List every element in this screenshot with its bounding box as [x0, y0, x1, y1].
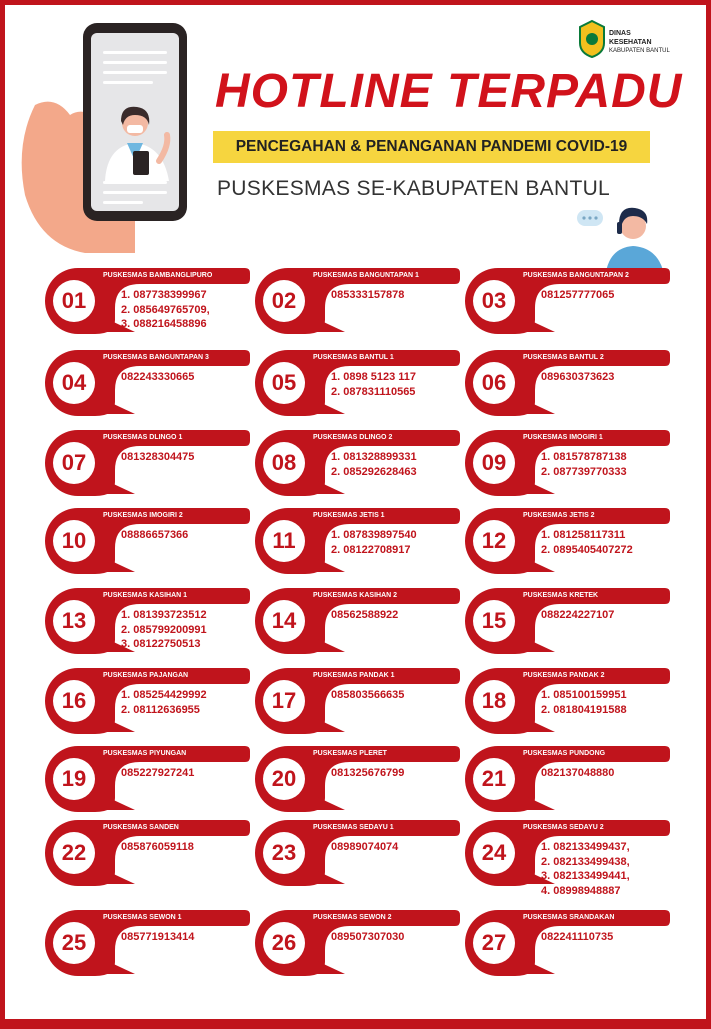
puskesmas-name: PUSKESMAS DLINGO 2: [313, 434, 393, 441]
phone-list: [541, 370, 614, 385]
phone-list: [121, 288, 210, 332]
phone-number[interactable]: 1. 087738399967: [121, 289, 207, 301]
card-number: 23: [263, 832, 305, 874]
phone-list: [541, 840, 630, 898]
card-number: 20: [263, 758, 305, 800]
card-number: 17: [263, 680, 305, 722]
phone-number[interactable]: 3. 088216458896: [121, 318, 207, 330]
puskesmas-name: PUSKESMAS IMOGIRI 1: [523, 434, 603, 441]
card-number: 09: [473, 442, 515, 484]
phone-number[interactable]: 08886657366: [121, 529, 189, 541]
phone-number[interactable]: 08989074074: [331, 841, 399, 853]
phone-list: [121, 608, 207, 652]
hotline-card: [465, 668, 670, 734]
hotline-card: [255, 588, 460, 654]
puskesmas-name: PUSKESMAS BANTUL 2: [523, 354, 604, 361]
phone-number[interactable]: 082137048880: [541, 767, 615, 779]
phone-number[interactable]: 2. 085292628463: [331, 465, 417, 478]
card-number: 12: [473, 520, 515, 562]
hotline-card: [255, 350, 460, 416]
phone-number[interactable]: 085333157878: [331, 289, 405, 301]
puskesmas-name: PUSKESMAS BAMBANGLIPURO: [103, 272, 213, 279]
phone-number[interactable]: 085771913414: [121, 931, 195, 943]
phone-number[interactable]: 2. 08112636955: [121, 703, 200, 716]
hotline-card: [465, 588, 670, 654]
puskesmas-name: PUSKESMAS SEWON 1: [103, 914, 182, 921]
doctor-icon: [97, 91, 177, 181]
card-number: 15: [473, 600, 515, 642]
hotline-card: [465, 508, 670, 574]
phone-number[interactable]: 2. 085799200991: [121, 623, 207, 636]
card-number: 07: [53, 442, 95, 484]
phone-number[interactable]: 2. 081804191588: [541, 703, 627, 716]
hotline-card: [45, 508, 250, 574]
puskesmas-name: PUSKESMAS JETIS 1: [313, 512, 385, 519]
dinas-kesehatan-logo: [577, 19, 671, 59]
phone-number[interactable]: 1. 081578787138: [541, 451, 627, 463]
hotline-card: [465, 910, 670, 976]
hotline-card: [465, 350, 670, 416]
card-number: 26: [263, 922, 305, 964]
phone-number[interactable]: 2. 0895405407272: [541, 543, 633, 556]
logo-emblem-icon: [577, 19, 607, 59]
phone-list: [331, 528, 417, 557]
card-number: 11: [263, 520, 305, 562]
phone-number[interactable]: 081328304475: [121, 451, 195, 463]
hotline-card: [45, 350, 250, 416]
hotline-card: [255, 746, 460, 812]
logo-line-2: KABUPATEN BANTUL: [609, 48, 670, 54]
phone-number[interactable]: 1. 085254429992: [121, 689, 207, 701]
phone-list: [331, 840, 398, 855]
phone-list: [121, 840, 194, 855]
logo-line-1: DINAS KESEHATAN: [609, 30, 652, 46]
phone-number[interactable]: 1. 087839897540: [331, 529, 417, 541]
hotline-card: [45, 588, 250, 654]
phone-number[interactable]: 3. 082133499441,: [541, 870, 630, 882]
phone-list: [331, 450, 417, 479]
hotline-card: [255, 430, 460, 496]
region-heading: PUSKESMAS SE-KABUPATEN BANTUL: [217, 177, 611, 200]
card-number: 03: [473, 280, 515, 322]
card-number: 06: [473, 362, 515, 404]
hotline-card: [255, 910, 460, 976]
phone-number[interactable]: 1. 081393723512: [121, 609, 207, 621]
puskesmas-name: PUSKESMAS IMOGIRI 2: [103, 512, 183, 519]
phone-list: [331, 930, 404, 945]
hotline-card: [465, 268, 670, 334]
hotline-card: [45, 668, 250, 734]
puskesmas-name: PUSKESMAS PAJANGAN: [103, 672, 189, 679]
puskesmas-name: PUSKESMAS PIYUNGAN: [103, 750, 187, 757]
card-number: 16: [53, 680, 95, 722]
phone-list: [541, 450, 627, 479]
phone-number[interactable]: 1. 0898 5123 117: [331, 371, 417, 383]
phone-list: [331, 688, 404, 703]
phone-number[interactable]: 082243330665: [121, 371, 195, 383]
phone-number[interactable]: 1. 085100159951: [541, 689, 627, 701]
card-number: 18: [473, 680, 515, 722]
puskesmas-name: PUSKESMAS KASIHAN 2: [313, 592, 398, 599]
phone-list: [541, 930, 613, 945]
puskesmas-name: PUSKESMAS PLERET: [313, 750, 387, 757]
phone-number[interactable]: 1. 081328899331: [331, 451, 417, 463]
puskesmas-name: PUSKESMAS SRANDAKAN: [523, 914, 615, 921]
card-number: 19: [53, 758, 95, 800]
phone-number[interactable]: 2. 085649765709,: [121, 303, 210, 316]
phone-number[interactable]: 081325676799: [331, 767, 405, 779]
phone-list: [121, 688, 207, 717]
hotline-card: [465, 430, 670, 496]
puskesmas-name: PUSKESMAS SEWON 2: [313, 914, 392, 921]
phone-list: [541, 608, 614, 623]
phone-number[interactable]: 2. 082133499438,: [541, 855, 630, 868]
poster: [5, 5, 706, 1019]
phone-list: [541, 688, 627, 717]
card-number: 04: [53, 362, 95, 404]
hotline-card: [255, 668, 460, 734]
hotline-card: [465, 746, 670, 812]
puskesmas-name: PUSKESMAS PANDAK 2: [523, 672, 605, 679]
hotline-card: [255, 268, 460, 334]
hotline-card: [45, 746, 250, 812]
card-number: 10: [53, 520, 95, 562]
puskesmas-name: PUSKESMAS PANDAK 1: [313, 672, 395, 679]
phone-list: [331, 288, 404, 303]
card-number: 24: [473, 832, 515, 874]
phone-number[interactable]: 081257777065: [541, 289, 615, 301]
puskesmas-name: PUSKESMAS BANTUL 1: [313, 354, 394, 361]
puskesmas-name: PUSKESMAS BANGUNTAPAN 3: [103, 354, 209, 361]
phone-number[interactable]: 08562588922: [331, 609, 399, 621]
hotline-card: [45, 910, 250, 976]
hotline-card: [45, 820, 250, 886]
phone-list: [121, 528, 188, 543]
phone-number[interactable]: 1. 082133499437,: [541, 841, 630, 853]
phone-list: [331, 370, 416, 399]
puskesmas-name: PUSKESMAS SEDAYU 2: [523, 824, 604, 831]
puskesmas-name: PUSKESMAS KRETEK: [523, 592, 599, 599]
card-number: 13: [53, 600, 95, 642]
logo-text: [609, 29, 671, 56]
card-number: 08: [263, 442, 305, 484]
phone-number[interactable]: 088224227107: [541, 609, 615, 621]
card-number: 25: [53, 922, 95, 964]
card-number: 01: [53, 280, 95, 322]
phone-number[interactable]: 2. 08122708917: [331, 543, 411, 556]
phone-list: [121, 766, 194, 781]
phone-illustration: [83, 23, 187, 221]
page-title: HOTLINE TERPADU: [215, 65, 683, 118]
card-number: 02: [263, 280, 305, 322]
puskesmas-name: PUSKESMAS BANGUNTAPAN 2: [523, 272, 629, 279]
phone-number[interactable]: 4. 08998948887: [541, 884, 621, 897]
hotline-card: [465, 820, 670, 897]
phone-number[interactable]: 3. 08122750513: [121, 638, 201, 650]
phone-number[interactable]: 085227927241: [121, 767, 195, 779]
phone-number[interactable]: 085803566635: [331, 689, 405, 701]
phone-number[interactable]: 089507307030: [331, 931, 405, 943]
subtitle-banner: PENCEGAHAN & PENANGANAN PANDEMI COVID-19: [213, 131, 650, 163]
card-number: 14: [263, 600, 305, 642]
card-number: 22: [53, 832, 95, 874]
puskesmas-name: PUSKESMAS BANGUNTAPAN 1: [313, 272, 419, 279]
phone-number[interactable]: 2. 087739770333: [541, 465, 627, 478]
puskesmas-name: PUSKESMAS PUNDONG: [523, 750, 606, 757]
phone-list: [331, 608, 398, 623]
puskesmas-name: PUSKESMAS SANDEN: [103, 824, 179, 831]
phone-screen: [91, 33, 179, 211]
phone-list: [121, 930, 194, 945]
phone-list: [121, 370, 194, 385]
phone-number[interactable]: 2. 087831110565: [331, 385, 416, 398]
phone-number[interactable]: 082241110735: [541, 931, 614, 943]
puskesmas-name: PUSKESMAS DLINGO 1: [103, 434, 183, 441]
card-number: 05: [263, 362, 305, 404]
card-number: 21: [473, 758, 515, 800]
hotline-card: [255, 508, 460, 574]
phone-number[interactable]: 1. 081258117311: [541, 529, 626, 541]
phone-list: [541, 288, 614, 303]
phone-list: [121, 450, 194, 465]
puskesmas-name: PUSKESMAS JETIS 2: [523, 512, 595, 519]
puskesmas-name: PUSKESMAS SEDAYU 1: [313, 824, 394, 831]
phone-list: [541, 528, 633, 557]
hotline-card: [45, 268, 250, 334]
phone-list: [331, 766, 404, 781]
phone-number[interactable]: 089630373623: [541, 371, 615, 383]
card-number: 27: [473, 922, 515, 964]
hotline-card: [255, 820, 460, 886]
hotline-card: [45, 430, 250, 496]
phone-list: [541, 766, 614, 781]
puskesmas-name: PUSKESMAS KASIHAN 1: [103, 592, 188, 599]
phone-number[interactable]: 085876059118: [121, 841, 194, 853]
